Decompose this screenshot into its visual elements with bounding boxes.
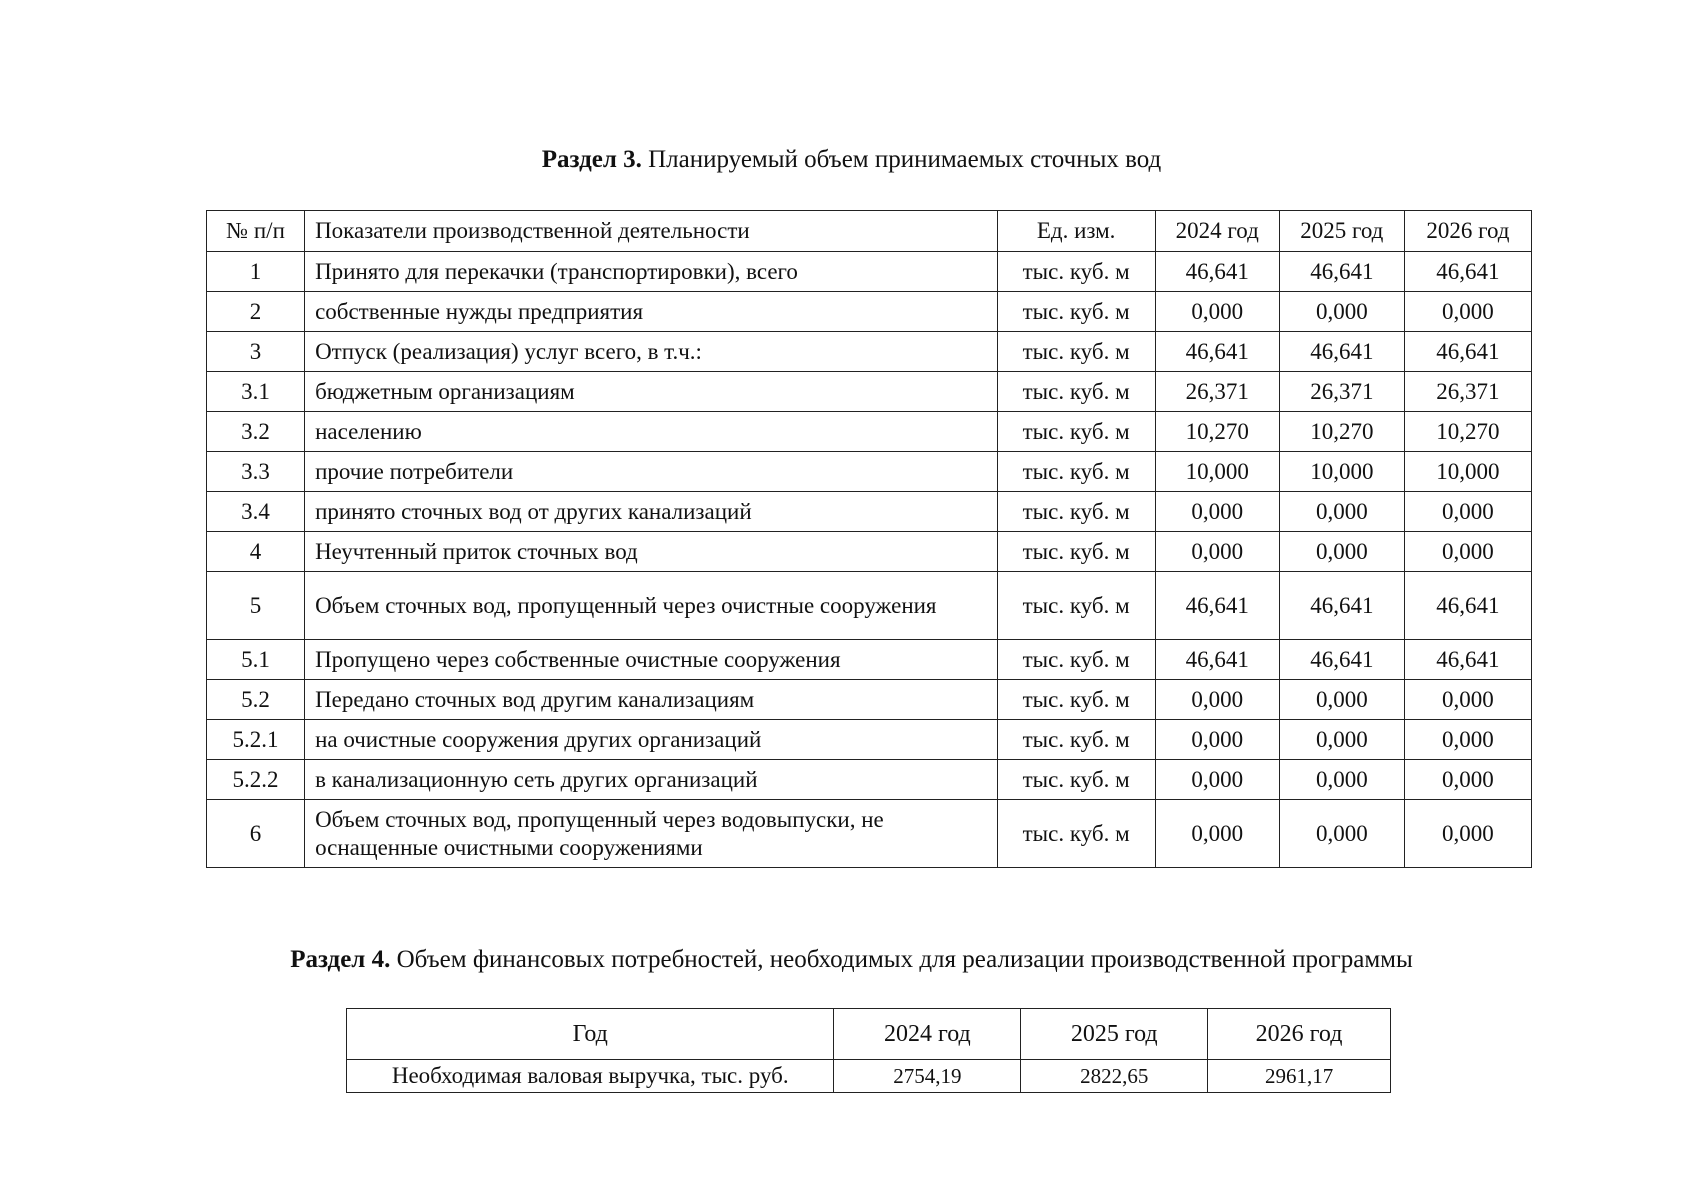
row-name: Объем сточных вод, пропущенный через водовыпуски, не оснащенные очистными сооружениями	[305, 800, 998, 868]
row-2025: 46,641	[1279, 332, 1404, 372]
section-3-title	[0, 145, 1703, 175]
row-2026: 46,641	[1404, 640, 1531, 680]
row-2024: 46,641	[1155, 640, 1279, 680]
table-header-row	[207, 211, 1532, 252]
header-year: Год	[347, 1009, 834, 1060]
row-2024: 0,000	[1155, 680, 1279, 720]
row-unit: тыс. куб. м	[997, 492, 1155, 532]
header-2024: 2024 год	[1155, 211, 1279, 252]
row-unit: тыс. куб. м	[997, 292, 1155, 332]
section-4-title	[0, 945, 1703, 975]
row-2026: 46,641	[1404, 252, 1531, 292]
row-unit: тыс. куб. м	[997, 412, 1155, 452]
row-name: Передано сточных вод другим канализациям	[305, 680, 998, 720]
row-2024: 0,000	[1155, 292, 1279, 332]
row-2026: 46,641	[1404, 572, 1531, 640]
row-unit: тыс. куб. м	[997, 680, 1155, 720]
row-2024: 10,000	[1155, 452, 1279, 492]
row-2026: 0,000	[1404, 292, 1531, 332]
row-2026: 46,641	[1404, 332, 1531, 372]
table-row	[207, 720, 1532, 760]
row-2025: 10,270	[1279, 412, 1404, 452]
header-unit: Ед. изм.	[997, 211, 1155, 252]
row-2025: 46,641	[1279, 640, 1404, 680]
table-row	[207, 760, 1532, 800]
row-num: 5.2	[207, 680, 305, 720]
row-unit: тыс. куб. м	[997, 452, 1155, 492]
row-2026: 0,000	[1404, 800, 1531, 868]
row-num: 3	[207, 332, 305, 372]
header-indicator: Показатели производственной деятельности	[305, 211, 998, 252]
row-unit: тыс. куб. м	[997, 372, 1155, 412]
header-2024: 2024 год	[834, 1009, 1021, 1060]
row-name: собственные нужды предприятия	[305, 292, 998, 332]
table-row	[207, 640, 1532, 680]
table-row	[207, 532, 1532, 572]
row-name: Принято для перекачки (транспортировки), всего	[305, 252, 998, 292]
header-2025: 2025 год	[1021, 1009, 1208, 1060]
section-3-title-bold: Раздел 3.	[541, 146, 642, 173]
revenue-2024: 2754,19	[834, 1060, 1021, 1093]
table-row	[207, 800, 1532, 868]
table-header-row	[347, 1009, 1391, 1060]
revenue-2025: 2822,65	[1021, 1060, 1208, 1093]
row-unit: тыс. куб. м	[997, 760, 1155, 800]
row-2026: 0,000	[1404, 760, 1531, 800]
row-2026: 0,000	[1404, 492, 1531, 532]
row-2026: 0,000	[1404, 720, 1531, 760]
row-2026: 10,270	[1404, 412, 1531, 452]
row-2026: 0,000	[1404, 680, 1531, 720]
section-4-title-text: Объем финансовых потребностей, необходимых для реализации производственной программы	[390, 946, 1413, 973]
table-row	[207, 492, 1532, 532]
row-2024: 0,000	[1155, 532, 1279, 572]
table-row	[207, 572, 1532, 640]
header-2025: 2025 год	[1279, 211, 1404, 252]
row-2024: 0,000	[1155, 720, 1279, 760]
table-row	[207, 332, 1532, 372]
row-num: 3.3	[207, 452, 305, 492]
row-num: 4	[207, 532, 305, 572]
row-name: в канализационную сеть других организаций	[305, 760, 998, 800]
row-num: 3.4	[207, 492, 305, 532]
row-num: 2	[207, 292, 305, 332]
row-num: 6	[207, 800, 305, 868]
section-3-title-text: Планируемый объем принимаемых сточных вод	[641, 146, 1162, 173]
row-2025: 0,000	[1279, 492, 1404, 532]
row-name: Отпуск (реализация) услуг всего, в т.ч.:	[305, 332, 998, 372]
row-2025: 0,000	[1279, 680, 1404, 720]
row-name: Объем сточных вод, пропущенный через очистные сооружения	[305, 572, 998, 640]
row-2025: 0,000	[1279, 292, 1404, 332]
header-2026: 2026 год	[1208, 1009, 1391, 1060]
row-name: прочие потребители	[305, 452, 998, 492]
header-2026: 2026 год	[1404, 211, 1531, 252]
header-num: № п/п	[207, 211, 305, 252]
row-unit: тыс. куб. м	[997, 800, 1155, 868]
row-num: 5	[207, 572, 305, 640]
row-2024: 0,000	[1155, 760, 1279, 800]
row-unit: тыс. куб. м	[997, 252, 1155, 292]
row-2025: 10,000	[1279, 452, 1404, 492]
revenue-2026: 2961,17	[1208, 1060, 1391, 1093]
row-2024: 10,270	[1155, 412, 1279, 452]
row-name: принято сточных вод от других канализаций	[305, 492, 998, 532]
row-num: 5.1	[207, 640, 305, 680]
row-unit: тыс. куб. м	[997, 720, 1155, 760]
row-num: 5.2.2	[207, 760, 305, 800]
revenue-label: Необходимая валовая выручка, тыс. руб.	[347, 1060, 834, 1093]
row-2024: 26,371	[1155, 372, 1279, 412]
row-2024: 46,641	[1155, 572, 1279, 640]
row-unit: тыс. куб. м	[997, 572, 1155, 640]
row-2026: 0,000	[1404, 532, 1531, 572]
financial-needs-table	[346, 1008, 1391, 1093]
row-2024: 46,641	[1155, 332, 1279, 372]
row-name: населению	[305, 412, 998, 452]
table-row	[207, 680, 1532, 720]
table-row	[207, 252, 1532, 292]
table-row	[207, 452, 1532, 492]
row-2024: 0,000	[1155, 492, 1279, 532]
production-volume-table	[206, 210, 1532, 868]
row-unit: тыс. куб. м	[997, 332, 1155, 372]
row-2024: 46,641	[1155, 252, 1279, 292]
row-num: 3.2	[207, 412, 305, 452]
row-2025: 0,000	[1279, 760, 1404, 800]
section-4-title-bold: Раздел 4.	[290, 946, 391, 973]
table-row	[207, 372, 1532, 412]
row-2025: 0,000	[1279, 532, 1404, 572]
row-2025: 0,000	[1279, 800, 1404, 868]
row-num: 5.2.1	[207, 720, 305, 760]
row-name: бюджетным организациям	[305, 372, 998, 412]
row-2025: 26,371	[1279, 372, 1404, 412]
row-name: Неучтенный приток сточных вод	[305, 532, 998, 572]
row-num: 3.1	[207, 372, 305, 412]
row-2024: 0,000	[1155, 800, 1279, 868]
row-unit: тыс. куб. м	[997, 532, 1155, 572]
row-unit: тыс. куб. м	[997, 640, 1155, 680]
table-row	[347, 1060, 1391, 1093]
row-2026: 10,000	[1404, 452, 1531, 492]
table-row	[207, 412, 1532, 452]
row-2026: 26,371	[1404, 372, 1531, 412]
table-row	[207, 292, 1532, 332]
row-2025: 46,641	[1279, 252, 1404, 292]
row-name: Пропущено через собственные очистные сооружения	[305, 640, 998, 680]
row-num: 1	[207, 252, 305, 292]
row-name: на очистные сооружения других организаций	[305, 720, 998, 760]
row-2025: 0,000	[1279, 720, 1404, 760]
row-2025: 46,641	[1279, 572, 1404, 640]
